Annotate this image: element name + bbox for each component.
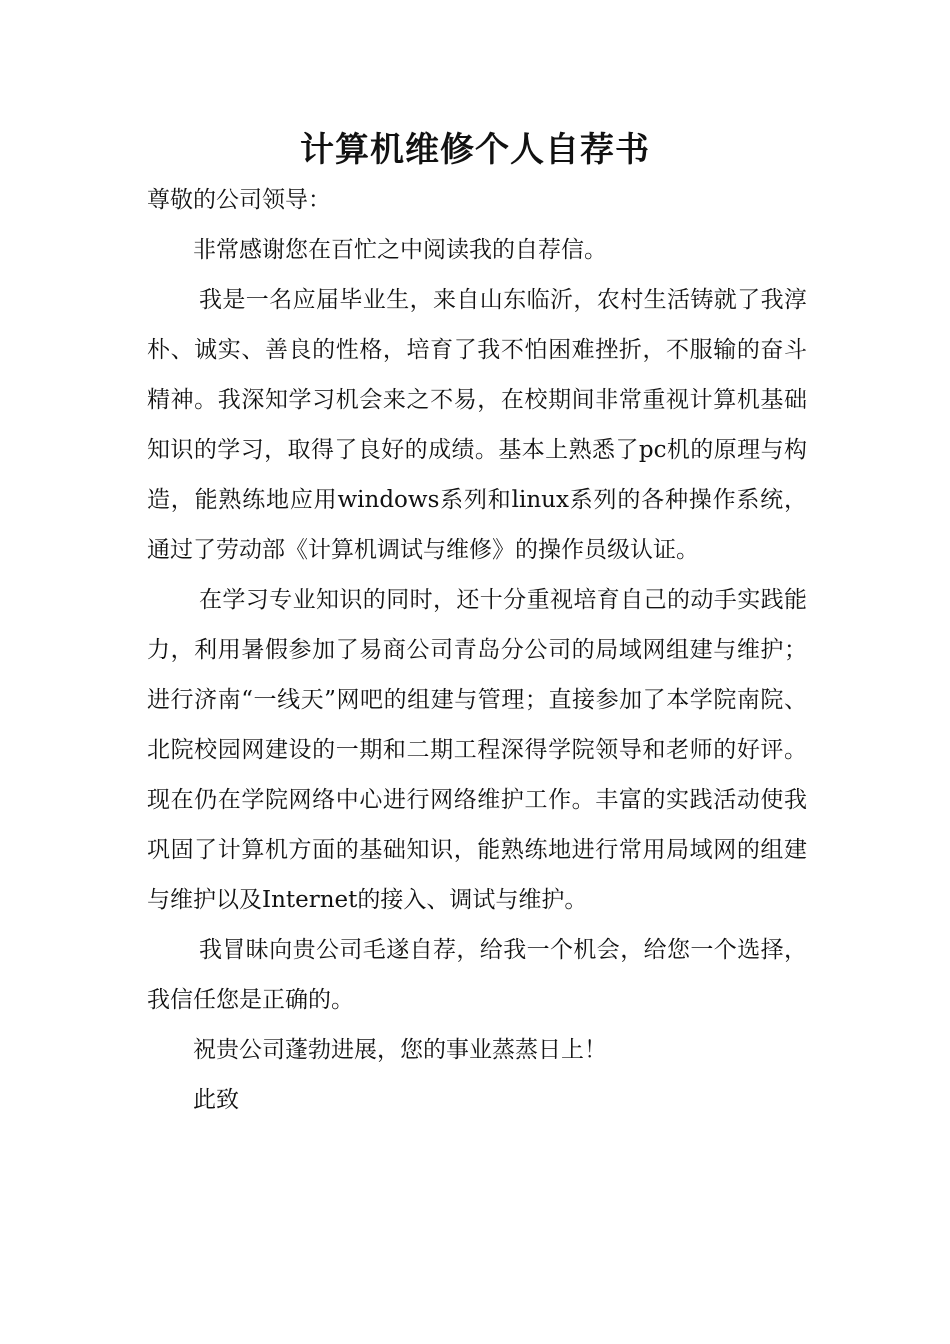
salutation: 尊敬的公司领导： [147,187,331,213]
paragraph-thanks: 非常感谢您在百忙之中阅读我的自荐信。 [193,237,607,263]
paragraph-wishes: 祝贵公司蓬勃进展，您的事业蒸蒸日上！ [193,1037,607,1063]
paragraph-practice: 在学习专业知识的同时，还十分重视培育自己的动手实践能力，利用暑假参加了易商公司青岛分公司的局域网组建与维护；进行济南“一线天”网吧的组建与管理；直接参加了本学院南院、北院校园网建设的一期和二期工程深得学院领导和老师的好评。现在仍在学院网络中心进行网络维护工作。丰富的实践活动使我巩固了计算机方面的基础知识，能熟练地进行常用局域网的组建与维护以及Internet的接入、调试与维护。 [147,587,807,913]
paragraph-request: 我冒昧向贵公司毛遂自荐，给我一个机会，给您一个选择，我信任您是正确的。 [147,937,807,1013]
closing: 此致 [193,1087,239,1113]
paragraph-introduction: 我是一名应届毕业生，来自山东临沂，农村生活铸就了我淳朴、诚实、善良的性格，培育了我不怕困难挫折，不服输的奋斗精神。我深知学习机会来之不易，在校期间非常重视计算机基础知识的学习，取得了良好的成绩。基本上熟悉了pc机的原理与构造，能熟练地应用windows系列和linux系列的各种操作系统，通过了劳动部《计算机调试与维修》的操作员级认证。 [147,287,807,563]
document-title: 计算机维修个人自荐书 [300,130,650,170]
letter-body [147,175,807,1125]
